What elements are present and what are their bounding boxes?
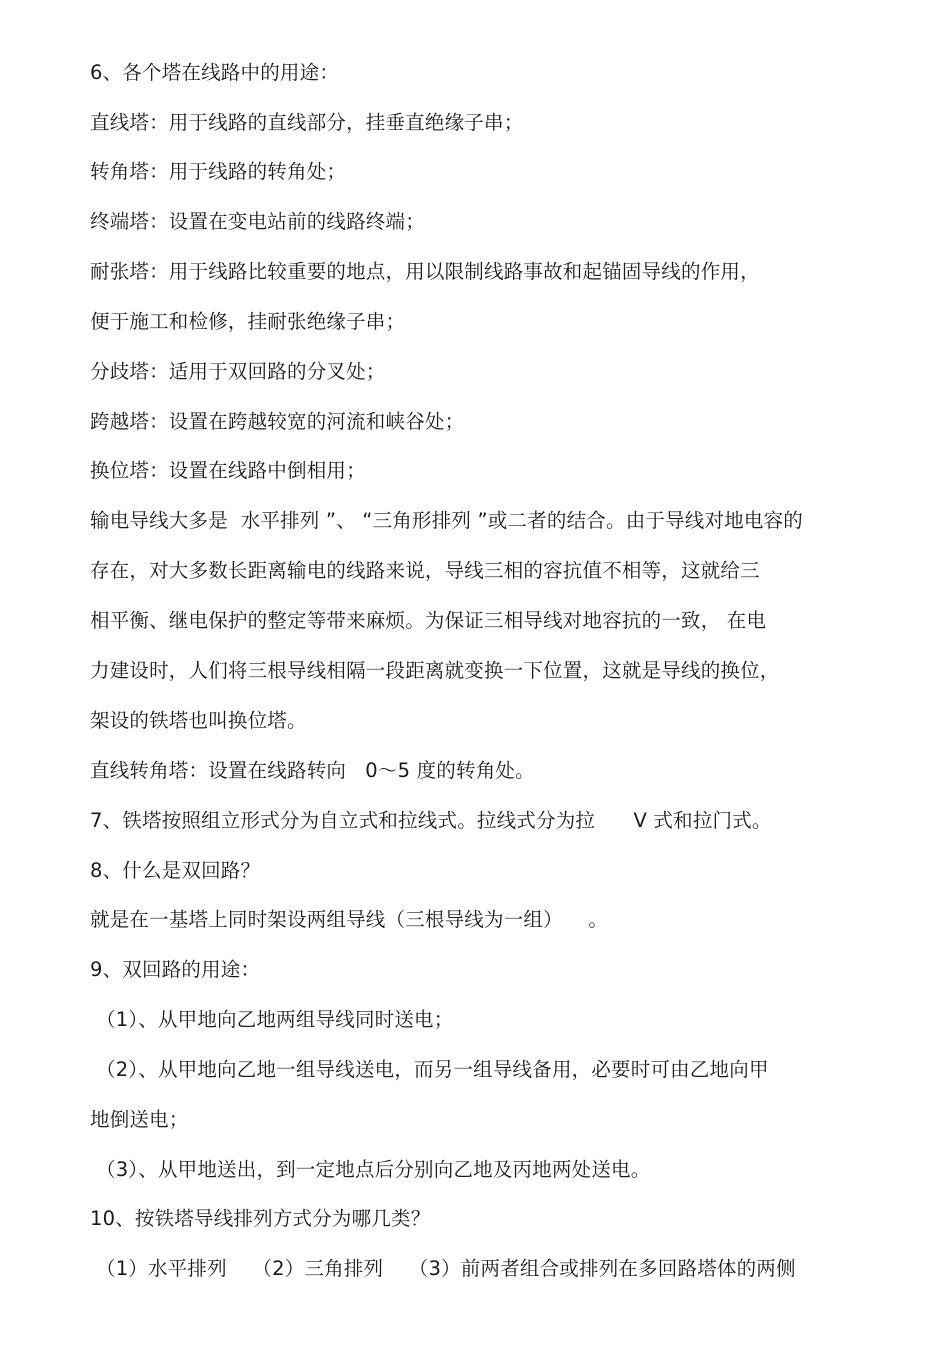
item-terminal-tower: 终端塔：设置在变电站前的线路终端； [90, 210, 425, 233]
item-crossing-tower: 跨越塔：设置在跨越较宽的河流和峡谷处； [90, 410, 465, 433]
item-tension-tower: 耐张塔：用于线路比较重要的地点，用以限制线路事故和起锚固导线的作用， [90, 260, 760, 283]
answer-q8: 就是在一基塔上同时架设两组导线（三根导线为一组） 。 [90, 908, 609, 931]
paragraph-line: 相平衡、继电保护的整定等带来麻烦。为保证三相导线对地容抗的一致， 在电 [90, 609, 767, 632]
paragraph-line: 架设的铁塔也叫换位塔。 [90, 709, 307, 732]
item-angle-tower: 转角塔：用于线路的转角处； [90, 160, 347, 183]
paragraph-line: 存在，对大多数长距离输电的线路来说，导线三相的容抗值不相等，这就给三 [90, 559, 760, 582]
heading-q6: 6、各个塔在线路中的用途： [90, 61, 340, 84]
item-tangent-angle-tower: 直线转角塔：设置在线路转向 0～5 度的转角处。 [90, 759, 535, 782]
list-item-1: （1）、从甲地向乙地两组导线同时送电； [96, 1008, 454, 1031]
item-transposition-tower: 换位塔：设置在线路中倒相用； [90, 459, 366, 482]
list-item-2-cont: 地倒送电； [90, 1108, 189, 1131]
heading-q10: 10、按铁塔导线排列方式分为哪几类？ [90, 1207, 431, 1230]
heading-q7: 7、铁塔按照组立形式分为自立式和拉线式。拉线式分为拉 V 式和拉门式。 [90, 809, 772, 832]
heading-q8: 8、什么是双回路？ [90, 859, 261, 882]
item-branch-tower: 分歧塔：适用于双回路的分叉处； [90, 360, 386, 383]
list-item-2: （2）、从甲地向乙地一组导线送电，而另一组导线备用，必要时可由乙地向甲 [96, 1058, 769, 1081]
heading-q9: 9、双回路的用途： [90, 958, 261, 981]
paragraph-line: 输电导线大多是 水平排列 ”、 “三角形排列 ”或二者的结合。由于导线对地电容的 [90, 509, 803, 532]
answer-q10: （1）水平排列 （2）三角排列 （3）前两者组合或排列在多回路塔体的两侧 [96, 1257, 796, 1280]
paragraph-line: 力建设时，人们将三根导线相隔一段距离就变换一下位置，这就是导线的换位， [90, 659, 780, 682]
item-tension-tower-cont: 便于施工和检修，挂耐张绝缘子串； [90, 310, 406, 333]
item-tangent-tower: 直线塔：用于线路的直线部分，挂垂直绝缘子串； [90, 111, 524, 134]
list-item-3: （3）、从甲地送出，到一定地点后分别向乙地及丙地两处送电。 [96, 1158, 651, 1181]
